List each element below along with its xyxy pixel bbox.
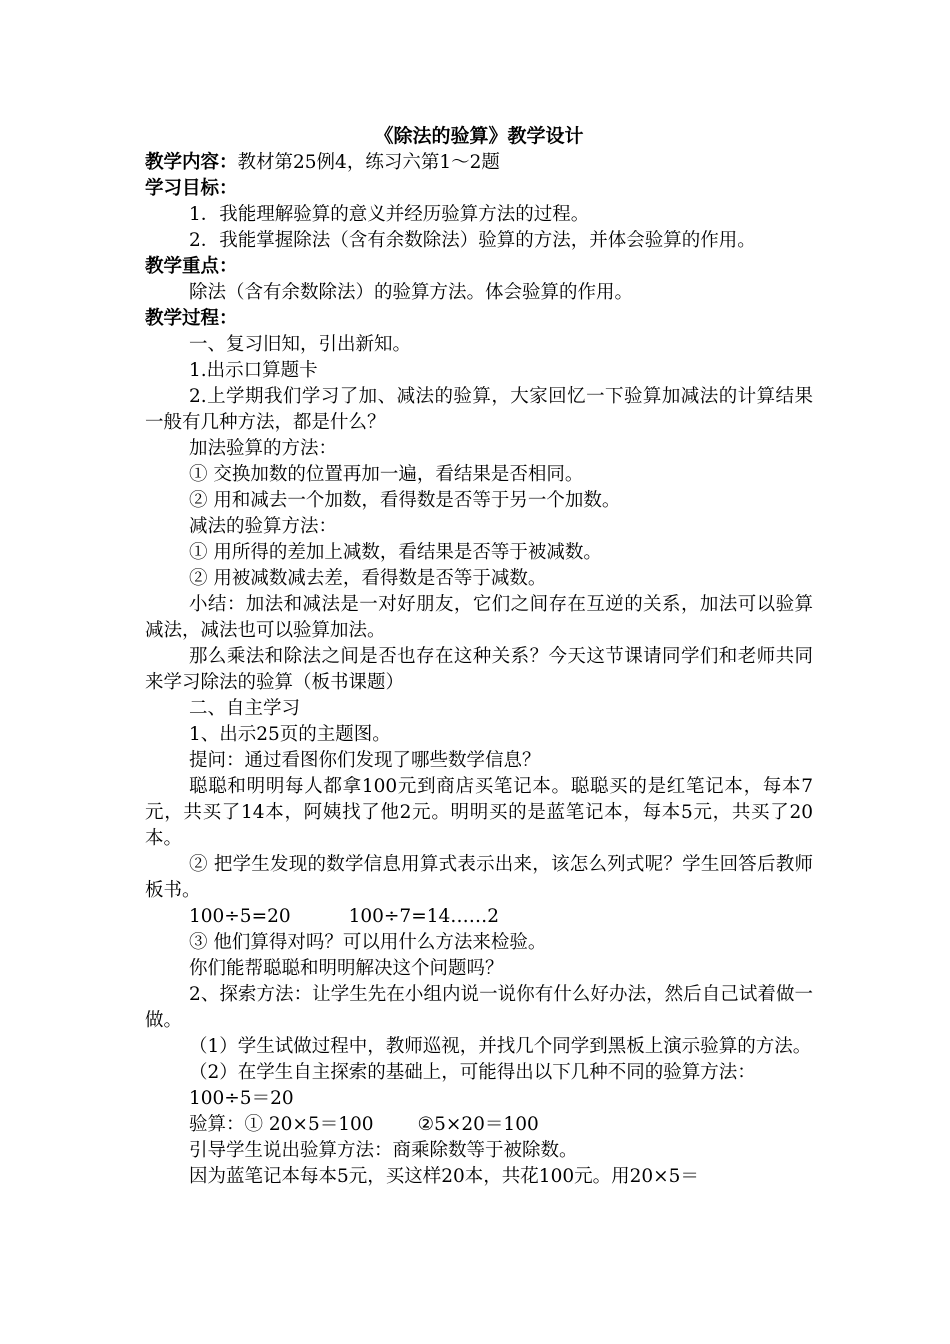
equation-line xyxy=(145,904,813,930)
section-1-item-2: 2.上学期我们学习了加、减法的验算，大家回忆一下验算加减法的计算结果一般有几种方法，都是什么？ xyxy=(145,386,813,433)
subtraction-check-2: ② 用被减数减去差，看得数是否等于减数。 xyxy=(189,568,547,589)
subtraction-check-1: ① 用所得的差加上减数，看结果是否等于被减数。 xyxy=(189,542,602,563)
equation-2: 100÷7=14……2 xyxy=(348,906,500,927)
addition-check-title: 加法验算的方法： xyxy=(189,438,338,459)
bridge-paragraph: 那么乘法和除法之间是否也存在这种关系？今天这节课请同学们和老师共同来学习除法的验算（板书课题） xyxy=(145,646,813,693)
section-2-title: 二、自主学习 xyxy=(189,698,301,719)
section-2-info: 聪聪和明明每人都拿100元到商店买笔记本。聪聪买的是红笔记本，每本7元，共买了14本，阿姨找了他2元。明明买的是蓝笔记本，每本5元，共买了20本。 xyxy=(145,776,813,849)
section-2-question: 提问：通过看图你们发现了哪些数学信息？ xyxy=(189,750,541,771)
process-label: 教学过程： xyxy=(145,308,238,329)
content-label: 教学内容： xyxy=(145,152,238,173)
section-3-item-2: （2）在学生自主探索的基础上，可能得出以下几种不同的验算方法： xyxy=(189,1062,756,1083)
equation-3: 100÷5＝20 xyxy=(189,1088,294,1109)
section-2-item-1: 1、出示25页的主题图。 xyxy=(189,724,391,745)
section-1-title: 一、复习旧知，引出新知。 xyxy=(189,334,412,355)
content-line xyxy=(145,150,813,176)
summary-paragraph: 小结：加法和减法是一对好朋友，它们之间存在互逆的关系，加法可以验算减法，减法也可以验算加法。 xyxy=(145,594,813,641)
check-label: 验算： xyxy=(189,1114,245,1135)
section-2-item-4: 你们能帮聪聪和明明解决这个问题吗？ xyxy=(189,958,504,979)
document-page xyxy=(145,122,813,1190)
equation-1: 100÷5=20 xyxy=(189,906,291,927)
addition-check-2: ② 用和减去一个加数，看得数是否等于另一个加数。 xyxy=(189,490,621,511)
section-2-item-3: ③ 他们算得对吗？可以用什么方法来检验。 xyxy=(189,932,547,953)
content-text: 教材第25例4，练习六第1～2题 xyxy=(237,152,500,173)
check-2: ②5×20＝100 xyxy=(417,1114,539,1135)
goal-2: 2．我能掌握除法（含有余数除法）验算的方法，并体会验算的作用。 xyxy=(189,230,756,251)
check-line xyxy=(145,1112,813,1138)
focus-label: 教学重点： xyxy=(145,256,238,277)
section-3-paragraph: 2、探索方法：让学生先在小组内说一说你有什么好办法，然后自己试着做一做。 xyxy=(145,984,813,1031)
section-1-item-1: 1.出示口算题卡 xyxy=(189,360,318,381)
goals-label: 学习目标： xyxy=(145,178,238,199)
document-title: 《除法的验算》教学设计 xyxy=(374,125,584,147)
addition-check-1: ① 交换加数的位置再加一遍，看结果是否相同。 xyxy=(189,464,584,485)
subtraction-check-title: 减法的验算方法： xyxy=(189,516,338,537)
check-1: ① 20×5＝100 xyxy=(244,1114,374,1135)
section-3-item-1: （1）学生试做过程中，教师巡视，并找几个同学到黑板上演示验算的方法。 xyxy=(189,1036,812,1057)
section-2-item-2: ② 把学生发现的数学信息用算式表示出来，该怎么列式呢？学生回答后教师板书。 xyxy=(145,854,813,901)
goal-1: 1．我能理解验算的意义并经历验算方法的过程。 xyxy=(189,204,590,225)
focus-text: 除法（含有余数除法）的验算方法。体会验算的作用。 xyxy=(189,282,634,303)
last-line: 因为蓝笔记本每本5元，买这样20本，共花100元。用20×5＝ xyxy=(189,1166,699,1187)
guide-line: 引导学生说出验算方法：商乘除数等于被除数。 xyxy=(189,1140,578,1161)
